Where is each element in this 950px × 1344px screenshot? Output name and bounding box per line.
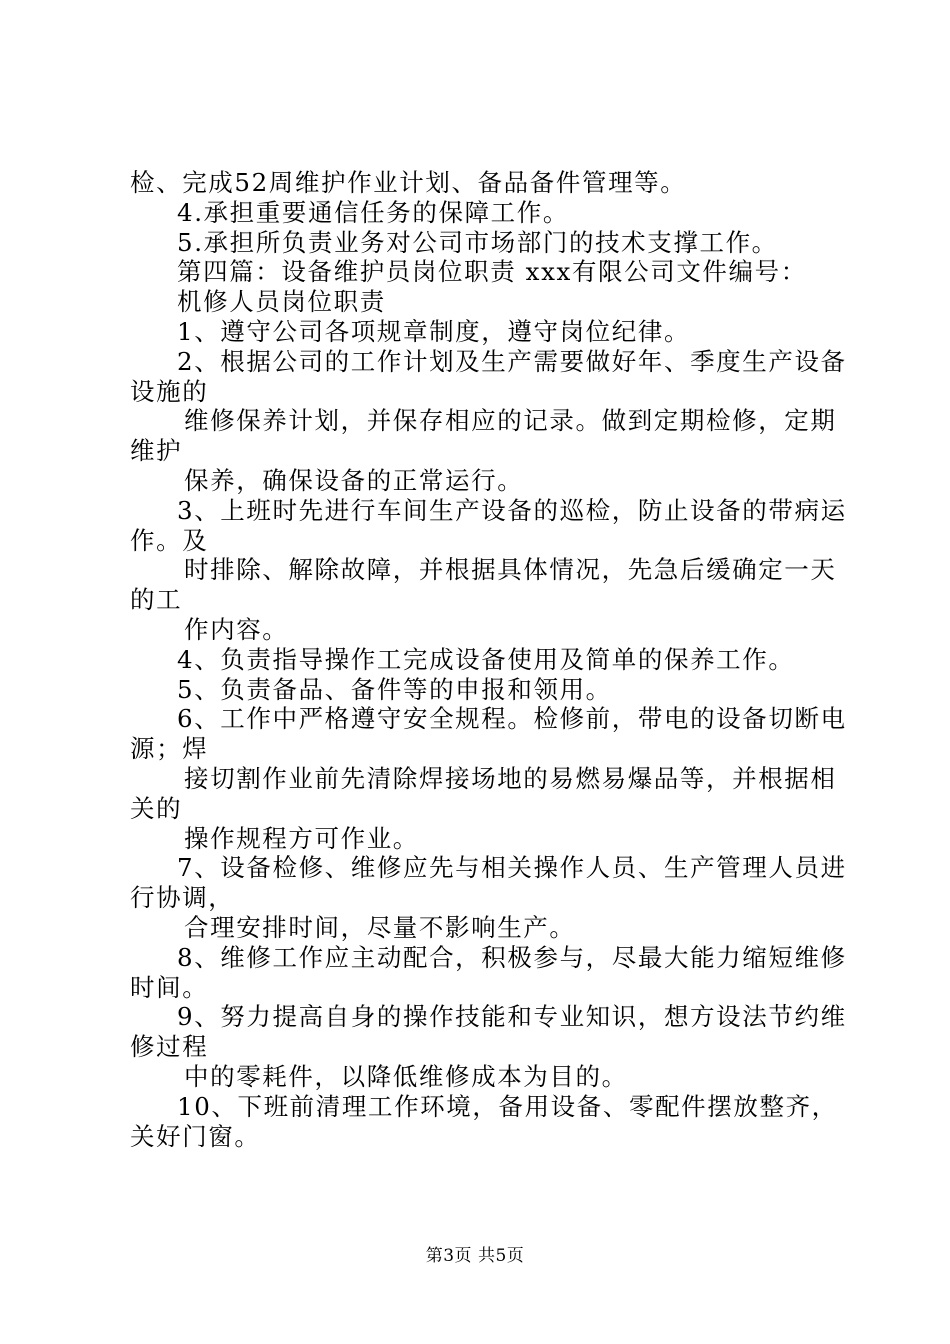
text-line: 时间。 [130,972,209,1002]
text-line: 维护 [130,436,183,466]
text-line: 关的 [130,793,183,823]
text-line: 作内容。 [184,614,289,644]
text-line: 5、负责备品、备件等的申报和领用。 [177,674,612,704]
text-line: 检、完成52周维护作业计划、备品备件管理等。 [130,168,687,197]
text-line: 中的零耗件，以降低维修成本为目的。 [184,1061,628,1091]
text-line: 9、努力提高自身的操作技能和专业知识，想方设法节约维 [177,1002,847,1032]
text-line: 关好门窗。 [130,1121,261,1151]
text-line: 7、设备检修、维修应先与相关操作人员、生产管理人员进 [177,853,847,883]
text-line: 4.承担重要通信任务的保障工作。 [177,197,569,227]
text-line: 时排除、解除故障，并根据具体情况，先急后缓确定一天 [184,555,837,585]
text-line: 接切割作业前先清除焊接场地的易燃易爆品等，并根据相 [184,763,837,793]
text-line: 1、遵守公司各项规章制度，遵守岗位纪律。 [177,316,691,346]
section-heading: 第四篇：设备维护员岗位职责 xxx有限公司文件编号： [177,257,807,287]
text-line: 行协调， [130,883,235,913]
text-line: 5.承担所负责业务对公司市场部门的技术支撑工作。 [177,227,778,257]
page-footer [0,1241,950,1266]
text-line: 6、工作中严格遵守安全规程。检修前，带电的设备切断电 [177,704,847,734]
text-line: 10、下班前清理工作环境，备用设备、零配件摆放整齐， [177,1091,838,1121]
text-line: 2、根据公司的工作计划及生产需要做好年、季度生产设备 [177,346,847,376]
text-line: 3、上班时先进行车间生产设备的巡检，防止设备的带病运 [177,495,847,525]
text-line: 4、负责指导操作工完成设备使用及简单的保养工作。 [177,644,795,674]
document-body [130,168,847,1151]
text-line: 操作规程方可作业。 [184,823,419,853]
text-line: 的工 [130,585,183,615]
page-number: 第3页 共5页 [425,1246,525,1266]
text-line: 修过程 [130,1032,209,1062]
section-subtitle: 机修人员岗位职责 [177,287,386,317]
text-line: 8、维修工作应主动配合，积极参与，尽最大能力缩短维修 [177,942,847,972]
text-line: 合理安排时间，尽量不影响生产。 [184,912,576,942]
text-line: 维修保养计划，并保存相应的记录。做到定期检修，定期 [184,406,837,436]
text-line: 设施的 [130,376,209,406]
text-line: 保养，确保设备的正常运行。 [184,465,524,495]
text-line: 源；焊 [130,734,209,764]
text-line: 作。及 [130,525,209,555]
